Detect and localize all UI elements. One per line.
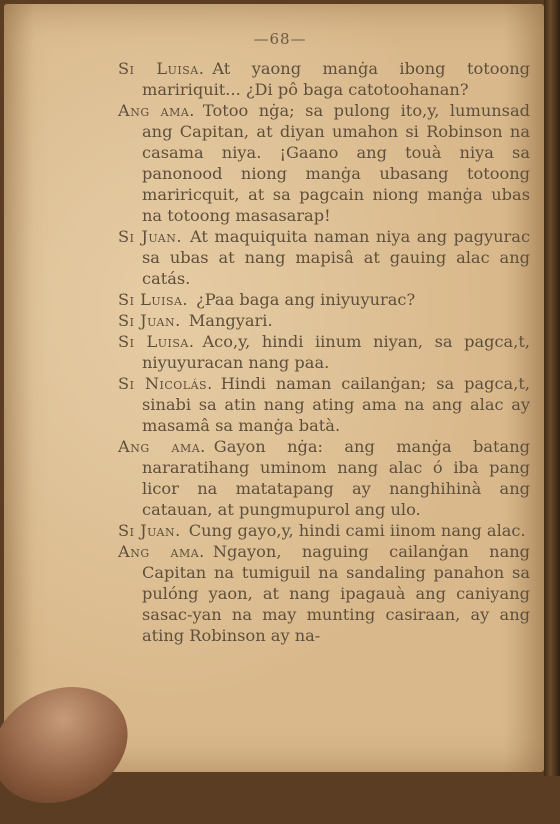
dialogue-text: At maquiquita naman niya ang pagyurac sa ubas at nang mapisâ at gauing alac ang catás. (142, 227, 531, 288)
dialogue-text: Mangyari. (188, 311, 273, 330)
dialogue-paragraph (118, 331, 530, 373)
page-edge (544, 0, 560, 776)
dialogue-text: Aco,y, hindi iinum niyan, sa pagca,t, niyuyuracan nang paa. (142, 332, 530, 372)
dialogue-text: Ngayon, naguing cailanġan nang Capitan na tumiguil na sandaling panahon sa pulóng yaon, at nang ipagauà ang caniyang sasac-yan na may munting casiraan, ay ang ating Robinson ay na- (142, 542, 531, 645)
dialogue-paragraph (118, 373, 530, 436)
dialogue-paragraph (118, 289, 530, 310)
speaker-name: Si Luisa. (118, 332, 195, 351)
page-number: —68— (253, 30, 307, 48)
dialogue-text: ¿Paa baga ang iniyuyurac? (196, 290, 416, 309)
dialogue-text: Hindi naman cailanġan; sa pagca,t, sinabi sa atin nang ating ama na ang alac ay masamâ sa manġa batà. (142, 374, 530, 435)
dialogue-paragraph (118, 58, 530, 100)
dialogue-paragraph (118, 100, 530, 226)
dialogue-paragraph (118, 541, 530, 646)
speaker-name: Ang ama. (118, 542, 205, 561)
page-body (118, 58, 530, 646)
speaker-name: Si Juan. (118, 521, 181, 540)
dialogue-text: Totoo nġa; sa pulong ito,y, lumunsad ang Capitan, at diyan umahon si Robinson na casama niya. ¡Gaano ang touà niya sa panonood niong manġa ubasang totoong mariricquit, at sa pagcain niong manġa ubas na totoong masasarap! (142, 101, 530, 225)
speaker-name: Ang ama. (118, 101, 195, 120)
speaker-name: Si Luisa. (118, 59, 205, 78)
dialogue-paragraph (118, 520, 530, 541)
speaker-name: Si Nicolás. (118, 374, 213, 393)
dialogue-text: At yaong manġa ibong totoong maririquit... ¿Di pô baga catotoohanan? (142, 59, 530, 99)
dialogue-paragraph (118, 310, 530, 331)
dialogue-paragraph (118, 226, 530, 289)
dialogue-text: Gayon nġa: ang manġa batang nararatihang uminom nang alac ó iba pang licor na matatapang ay nanghihinà ang catauan, at pungmupurol ang ulo. (142, 437, 530, 519)
speaker-name: Si Juan. (118, 311, 181, 330)
speaker-name: Ang ama. (118, 437, 206, 456)
speaker-name: Si Luisa. (118, 290, 189, 309)
speaker-name: Si Juan. (118, 227, 183, 246)
dialogue-text: Cung gayo,y, hindi cami iinom nang alac. (188, 521, 526, 540)
dialogue-paragraph (118, 436, 530, 520)
